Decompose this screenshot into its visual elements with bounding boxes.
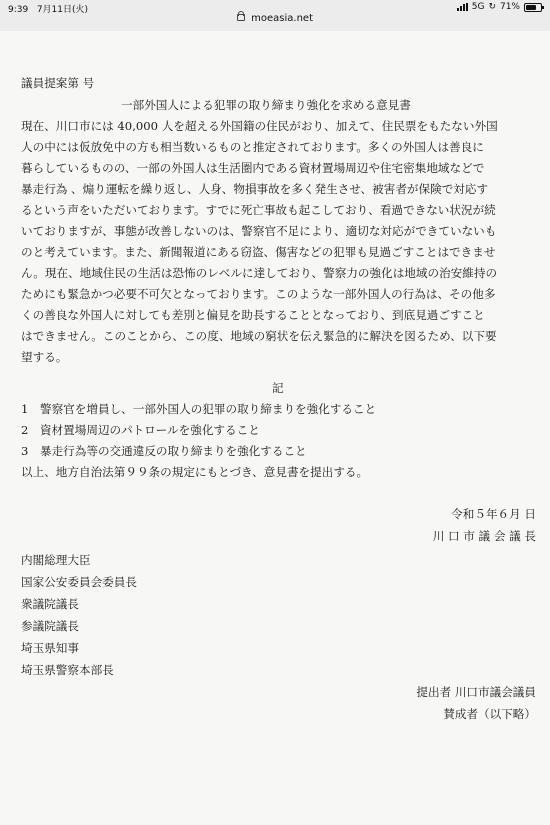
status-time: 9:39 (8, 5, 29, 15)
recipient: 埼玉県知事 (21, 641, 79, 655)
body-line: ん。現在、地域住民の生活は恐怖のレベルに達しており、警察力の強化は地域の治安維持の (21, 266, 498, 280)
rotation-lock-icon: ↻ (488, 2, 496, 12)
submitter: 提出者 川口市議会議員 (416, 685, 536, 699)
status-bar (0, 0, 550, 14)
issuer: 川 口 市 議 会 議 長 (432, 529, 536, 543)
signal-icon (457, 3, 468, 11)
body-line: 現在、川口市には 40,000 人を超える外国籍の住民がおり、加えて、住民票をもたない外国 (21, 119, 498, 133)
body-line: いておりますが、事態が改善しないのは、警察官不足により、適切な対応ができていないも (21, 224, 497, 238)
body-line: るという声をいただいております。すでに死亡事故も起こしており、看過できない状況が続 (21, 203, 496, 217)
recipient: 埼玉県警察本部長 (21, 663, 114, 677)
lock-icon (237, 14, 245, 21)
url-bar[interactable] (0, 13, 550, 31)
body-line: 暴走行為 、煽り運転を繰り返し、人身、物損事故を多く発生させ、被害者が保険で対応す (21, 182, 489, 196)
recipient: 参議院議長 (21, 619, 79, 633)
request-item-1: 1 警察官を増員し、一部外国人の犯罪の取り締まりを強化すること (21, 402, 377, 416)
battery-percent: 71% (499, 2, 520, 12)
body-line: 望する。 (21, 350, 68, 364)
body-line: 人の中には仮放免中の方も相当数いるものと推定されております。多くの外国人は善良に (21, 140, 484, 154)
battery-icon (524, 3, 542, 12)
body-line: ためにも緊急かつ必要不可欠となっております。このような一部外国人の行為は、その他多 (21, 287, 496, 301)
recipient: 内閣総理大臣 (21, 553, 91, 567)
body-line: 暮らしているものの、一部の外国人は生活圏内である資材置場周辺や住宅密集地域などで (21, 161, 485, 175)
document-title: 一部外国人による犯罪の取り締まり強化を求める意見書 (121, 98, 411, 112)
request-item-2: 2 資材置場周辺のパトロールを強化すること (21, 423, 260, 437)
supporters: 賛成者（以下略） (443, 707, 536, 721)
body-line: のと考えています。また、新聞報道にある窃盗、傷害などの犯罪も見過ごすことはできませ (21, 245, 496, 259)
recipient: 国家公安委員会委員長 (21, 575, 137, 589)
document-body (21, 116, 533, 368)
network-label: 5G (471, 2, 485, 12)
status-date: 7月11日(火) (36, 5, 89, 15)
closing-statement: 以上、地方自治法第９９条の規定にもとづき、意見書を提出する。 (21, 465, 369, 479)
recipient: 衆議院議長 (21, 597, 79, 611)
status-indicators (457, 2, 542, 12)
body-line: はできません。このことから、この度、地域の窮状を伝え緊急的に解決を図るため、以下要 (21, 329, 497, 343)
document-page (0, 31, 550, 825)
document-date: 令和５年６月 日 (451, 507, 536, 521)
request-item-3: 3 暴走行為等の交通違反の取り締まりを強化すること (21, 444, 307, 458)
ki-heading: 記 (272, 381, 284, 395)
url-text[interactable]: moeasia.net (251, 13, 314, 24)
bill-number: 議員提案第 号 (21, 76, 95, 90)
body-line: くの善良な外国人に対しても差別と偏見を助長することとなっており、到底見過ごすこと (21, 308, 485, 322)
